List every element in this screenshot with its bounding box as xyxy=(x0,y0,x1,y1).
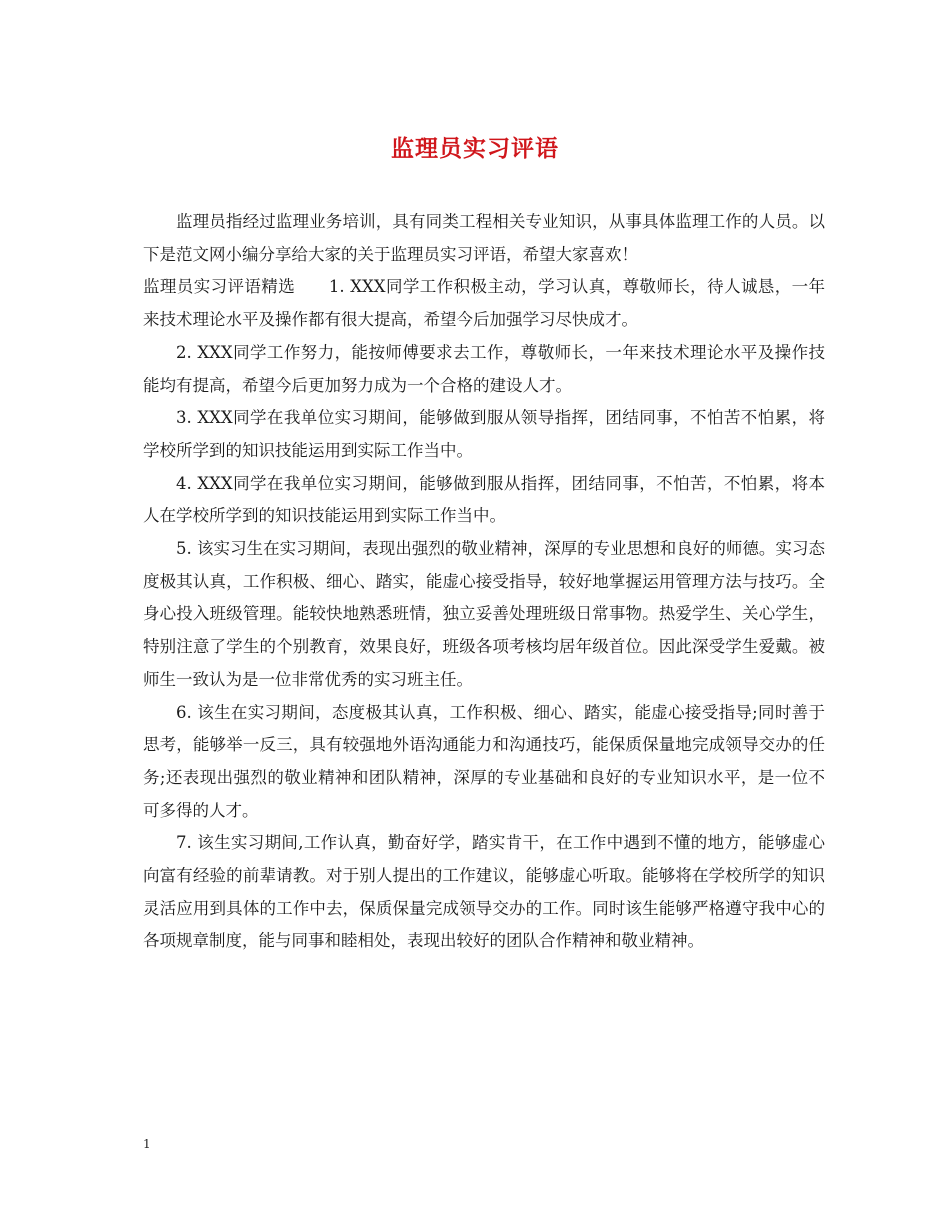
comment-paragraph-1: 监理员实习评语精选 1. XXX同学工作积极主动，学习认真，尊敬师长，待人诚恳，一年来技术理论水平及操作都有很大提高，希望今后加强学习尽快成才。 xyxy=(143,277,825,330)
comment-paragraph-6: 6. 该生在实习期间，态度极其认真，工作积极、细心、踏实，能虚心接受指导;同时善于思考，能够举一反三，具有较强地外语沟通能力和沟通技巧，能保质保量地完成领导交办的任务;还表现出强烈的敬业精神和团队精神，深厚的专业基础和良好的专业知识水平，是一位不可多得的人才。 xyxy=(143,702,825,820)
comment-paragraph-7: 7. 该生实习期间,工作认真，勤奋好学，踏实肯干，在工作中遇到不懂的地方，能够虚心向富有经验的前辈请教。对于别人提出的工作建议，能够虚心听取。能够将在学校所学的知识灵活应用到具体的工作中去，保质保量完成领导交办的工作。同时该生能够严格遵守我中心的各项规章制度，能与同事和睦相处，表现出较好的团队合作精神和敬业精神。 xyxy=(143,833,825,951)
comment-paragraph-5: 5. 该实习生在实习期间，表现出强烈的敬业精神，深厚的专业思想和良好的师德。实习态度极其认真，工作积极、细心、踏实，能虚心接受指导，较好地掌握运用管理方法与技巧。全身心投入班级管理。能较快地熟悉班情，独立妥善处理班级日常事物。热爱学生、关心学生，特别注意了学生的个别教育，效果良好，班级各项考核均居年级首位。因此深受学生爱戴。被师生一致认为是一位非常优秀的实习班主任。 xyxy=(143,539,825,689)
document-title: 监理员实习评语 xyxy=(391,135,559,162)
comment-paragraph-2: 2. XXX同学工作努力，能按师傅要求去工作，尊敬师长，一年来技术理论水平及操作技能均有提高，希望今后更加努力成为一个合格的建设人才。 xyxy=(143,342,825,395)
comment-paragraph-3: 3. XXX同学在我单位实习期间，能够做到服从领导指挥，团结同事，不怕苦不怕累，将学校所学到的知识技能运用到实际工作当中。 xyxy=(143,408,825,460)
intro-paragraph: 监理员指经过监理业务培训，具有同类工程相关专业知识，从事具体监理工作的人员。以下是范文网小编分享给大家的关于监理员实习评语，希望大家喜欢！ xyxy=(143,212,825,264)
document-body xyxy=(143,206,825,958)
page-number: 1 xyxy=(143,1137,151,1151)
comment-paragraph-4: 4. XXX同学在我单位实习期间，能够做到服从指挥，团结同事，不怕苦，不怕累，将本人在学校所学到的知识技能运用到实际工作当中。 xyxy=(143,473,825,526)
